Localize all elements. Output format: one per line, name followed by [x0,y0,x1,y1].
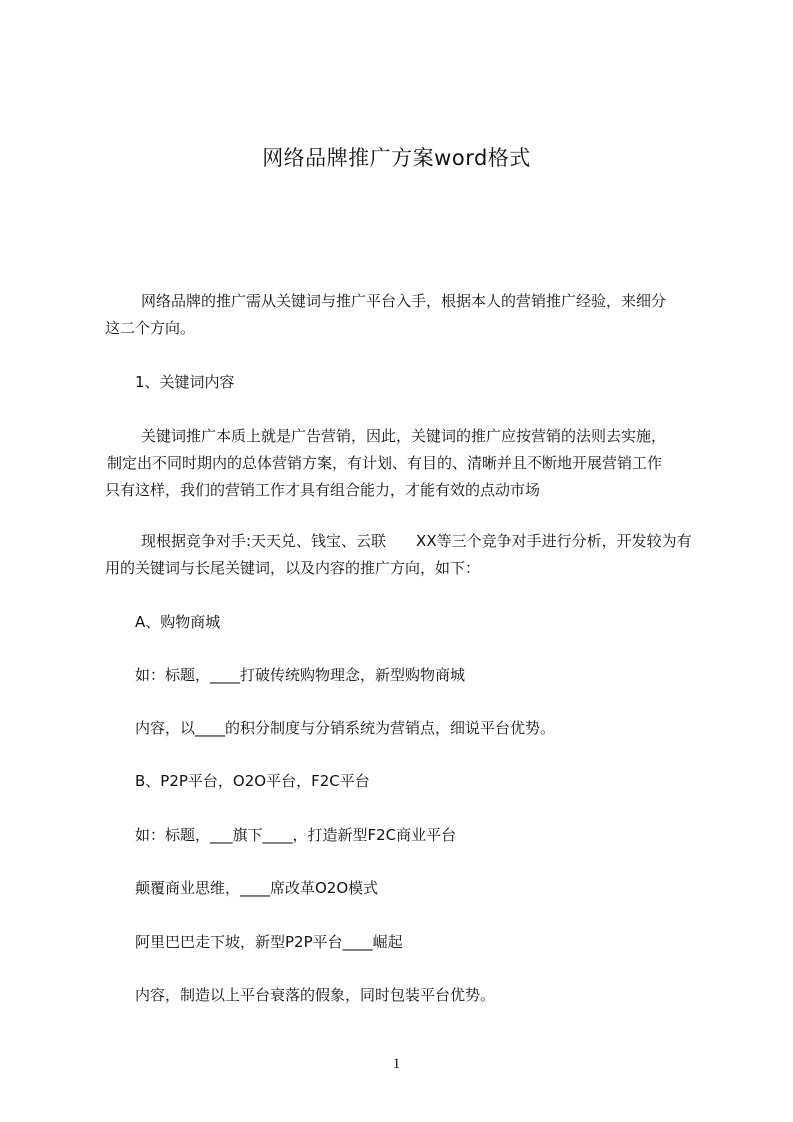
paragraph-line: 阿里巴巴走下坡，新型P2P平台____崛起 [135,933,403,951]
paragraph-line: 制定出不同时期内的总体营销方案，有计划、有目的、清晰并且不断地开展营销工作 [107,454,663,472]
paragraph-line: 用的关键词与长尾关键词，以及内容的推广方向，如下： [105,559,481,577]
paragraph-line: 只有这样，我们的营销工作才具有组合能力，才能有效的点动市场 [105,481,541,499]
subsection-heading: A、购物商城 [135,613,221,631]
paragraph-line: 网络品牌的推广需从关键词与推广平台入手，根据本人的营销推广经验，来细分 [141,292,667,310]
paragraph-line: 现根据竞争对手:天天兑、钱宝、云联 XX等三个竞争对手进行分析，开发较为有 [141,532,692,550]
section-heading: 1、关键词内容 [135,373,235,391]
subsection-heading: B、P2P平台，O2O平台，F2C平台 [135,772,370,790]
paragraph-line: 如：标题，____打破传统购物理念，新型购物商城 [135,666,466,684]
paragraph-line: 如：标题，___旗下____，打造新型F2C商业平台 [135,826,457,844]
paragraph-line: 内容，制造以上平台衰落的假象，同时包装平台优势。 [135,986,496,1004]
paragraph-line: 关键词推广本质上就是广告营销，因此，关键词的推广应按营销的法则去实施， [141,427,667,445]
document-title: 网络品牌推广方案word格式 [262,146,531,170]
page-number: 1 [392,1056,401,1072]
paragraph-line: 内容，以____的积分制度与分销系统为营销点，细说平台优势。 [135,719,556,737]
paragraph-line: 颠覆商业思维，____席改革O2O模式 [135,879,379,897]
paragraph-line: 这二个方向。 [105,319,196,337]
